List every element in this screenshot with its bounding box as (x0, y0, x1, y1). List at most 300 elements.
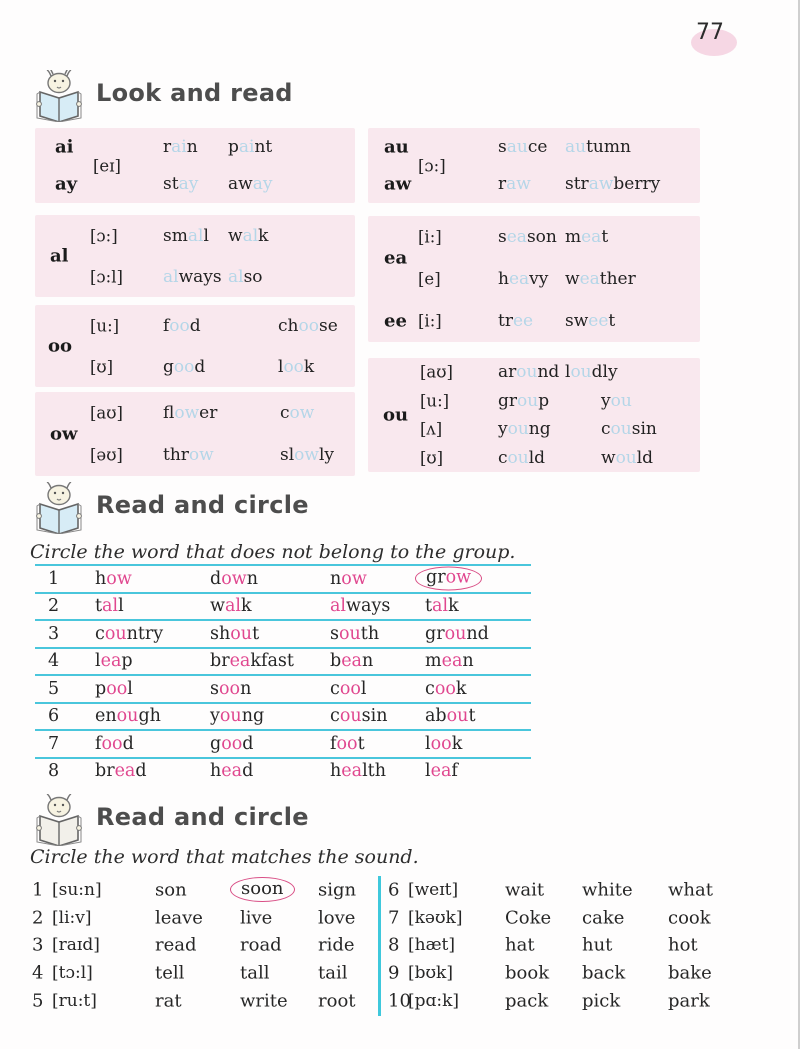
highlighted-letters: ou (104, 623, 127, 644)
word-letters: f (95, 733, 102, 754)
word-cell: sign (318, 879, 357, 901)
word-letters: h (210, 761, 222, 782)
phonics-word (163, 403, 217, 423)
phonics-word (163, 445, 214, 465)
phonics-panel-ow (35, 392, 355, 476)
row-number: 5 (48, 678, 60, 699)
page-number: 77 (696, 20, 724, 45)
word-cell (210, 706, 264, 726)
word-cell: hut (582, 934, 613, 956)
phonetic-label: [ʊ] (420, 448, 444, 468)
word-cell: book (505, 962, 550, 984)
highlighted-letters: ea (341, 761, 363, 782)
word-letters: g (210, 733, 222, 754)
word-letters: en (95, 706, 117, 727)
highlighted-letters: ea (441, 651, 463, 672)
word-letters: y (601, 390, 611, 411)
phonics-panel-ai_ay (35, 128, 355, 203)
separator-line (35, 647, 531, 649)
phonics-word (498, 269, 548, 289)
phonetic-label: [ɔ:] (90, 226, 118, 245)
phonics-word (498, 391, 549, 411)
phonics-word (498, 174, 531, 194)
word-letters: r (498, 174, 507, 195)
word-letters: p (95, 678, 107, 699)
separator-line (35, 674, 531, 676)
phonics-panel-ou (368, 358, 700, 472)
word-letters: ch (278, 315, 299, 336)
word-letters: l (127, 678, 133, 699)
row-number: 3 (48, 623, 60, 644)
word-letters: l (95, 651, 101, 672)
word-letters: gh (138, 706, 161, 727)
phonics-word (280, 445, 334, 465)
highlighted-letters: ea (508, 269, 530, 289)
word-letters: k (451, 733, 463, 754)
phonics-word (498, 137, 547, 157)
word-letters: gr (498, 390, 518, 411)
word-cell (240, 878, 295, 902)
word-cell (425, 624, 489, 644)
phoneme-letters: au (384, 136, 409, 158)
word-cell (425, 651, 474, 671)
word-letters: n (246, 568, 258, 589)
word-letters: l (118, 596, 124, 617)
phonics-word (498, 227, 557, 247)
odd-one-out-table (35, 564, 531, 786)
highlighted-letters: ea (100, 651, 122, 672)
section-title-read-and-circle-2: Read and circle (96, 803, 309, 831)
word-letters: c (425, 678, 435, 699)
highlighted-letters: ou (610, 419, 632, 440)
word-cell: what (668, 879, 713, 901)
word-letters: c (330, 706, 340, 727)
highlighted-letters: ay (178, 174, 199, 195)
word-cell (330, 596, 390, 616)
highlighted-letters: oo (221, 733, 243, 754)
word-letters: s (498, 227, 507, 247)
word-letters: d (242, 733, 254, 754)
phonics-word (565, 174, 660, 194)
word-letters: h (498, 269, 509, 289)
word-letters: ly (318, 445, 335, 465)
instruction-match-sound: Circle the word that matches the sound. (30, 846, 419, 868)
word-letters: p (228, 136, 239, 157)
word-letters: nt (254, 136, 273, 157)
highlighted-letters: ee (588, 311, 609, 331)
word-letters: p (121, 651, 133, 672)
phonetic-label: [i:] (418, 311, 442, 331)
row-number: 1 (32, 879, 44, 901)
phonetic-label: [hæt] (408, 935, 456, 956)
phonics-word (565, 269, 636, 289)
word-letters: dly (591, 362, 618, 383)
word-cell (210, 679, 251, 699)
phonetic-label: [ru:t] (52, 990, 97, 1011)
highlighted-letters: al (102, 596, 119, 617)
row-number: 4 (48, 651, 60, 672)
word-cell (330, 734, 365, 754)
circle-annotation (415, 566, 482, 590)
phonics-word (278, 316, 338, 336)
word-letters: t (357, 733, 365, 754)
phonics-word (163, 137, 198, 157)
word-cell: tell (155, 962, 185, 984)
highlighted-letters: al (228, 266, 244, 287)
row-number: 2 (48, 596, 60, 617)
phonetic-label: [raɪd] (52, 935, 100, 956)
phonetic-label: [kəʊk] (408, 907, 463, 928)
column-divider (378, 876, 381, 1016)
word-letters: sm (163, 225, 188, 246)
word-cell: root (318, 990, 356, 1012)
phonics-word (228, 137, 272, 157)
word-letters: f (163, 315, 170, 336)
word-letters: f (330, 733, 337, 754)
word-letters: fl (163, 403, 175, 423)
word-letters: y (498, 419, 508, 440)
word-letters: w (228, 225, 243, 246)
highlighted-letters: oo (339, 678, 361, 699)
phonetic-label: [pɑ:k] (408, 990, 460, 1011)
word-letters: b (330, 651, 342, 672)
highlighted-letters: au (506, 136, 528, 157)
word-letters: n (330, 568, 342, 589)
word-cell (330, 651, 373, 671)
word-cell (425, 734, 462, 754)
word-cell: pick (582, 990, 621, 1012)
word-letters: d (242, 761, 254, 782)
row-number: 3 (32, 934, 44, 956)
instruction-odd-one-out: Circle the word that does not belong to the group. (30, 541, 516, 563)
word-cell (95, 761, 147, 781)
phonetic-label: [bʊk] (408, 962, 453, 983)
highlighted-letters: ea (579, 269, 600, 289)
word-letters: ng (241, 706, 265, 727)
word-letters: tumn (586, 136, 631, 157)
word-letters: w (565, 269, 580, 289)
row-number: 7 (48, 733, 60, 754)
word-cell (330, 569, 367, 589)
phonetic-label: [u:] (420, 391, 450, 411)
phoneme-letters: oo (48, 335, 73, 357)
word-cell: park (668, 990, 710, 1012)
highlighted-letters: ea (341, 651, 362, 672)
phonetic-label: [ʊ] (90, 357, 114, 376)
word-letters: nd (537, 362, 560, 383)
phonics-word (498, 362, 559, 382)
word-cell (425, 706, 476, 726)
highlighted-letters: al (187, 225, 204, 246)
phonics-word (163, 267, 222, 287)
word-cell (330, 624, 379, 644)
highlighted-letters: ou (615, 447, 637, 468)
word-letters: y (210, 706, 220, 727)
separator-line (35, 619, 531, 621)
word-letters: ther (599, 269, 636, 289)
word-cell: tall (240, 962, 270, 984)
word-cell: rat (155, 990, 182, 1012)
row-number: 6 (388, 879, 400, 901)
word-letters: c (330, 678, 340, 699)
word-letters: n (186, 136, 198, 157)
word-letters: h (330, 761, 342, 782)
match-sound-left-column (30, 876, 375, 1016)
word-cell: hat (505, 934, 535, 956)
word-letters: k (448, 596, 459, 617)
phonetic-label: [eɪ] (93, 156, 121, 175)
word-cell: leave (155, 907, 203, 929)
highlighted-letters: ou (570, 362, 592, 383)
word-cell (95, 734, 134, 754)
word-letters: g (163, 356, 174, 377)
word-cell: road (240, 934, 282, 956)
word-letters: br (95, 761, 115, 782)
word-letters: sl (280, 445, 295, 465)
phonics-word (278, 357, 314, 377)
row-number: 2 (32, 907, 44, 929)
phoneme-letters: ay (55, 173, 78, 195)
highlighted-letters: ou (338, 623, 361, 644)
word-letters: f (451, 761, 458, 782)
highlighted-letters: ow (289, 403, 315, 423)
phoneme-letters: ow (50, 423, 78, 445)
word-letters: c (498, 447, 508, 468)
word-cell: hot (668, 934, 698, 956)
word-letters: ab (425, 706, 447, 727)
word-letters: l (425, 733, 431, 754)
word-letters: d (122, 733, 134, 754)
word-letters: h (95, 568, 107, 589)
word-letters: ce (527, 136, 548, 157)
phonics-word (601, 419, 657, 439)
phonics-word (163, 174, 198, 194)
word-letters: m (565, 227, 582, 247)
word-letters: ntry (126, 623, 164, 644)
word-cell (95, 624, 163, 644)
phonetic-label: [e] (418, 269, 441, 289)
word-letters: sh (210, 623, 231, 644)
separator-line (35, 592, 531, 594)
row-number: 6 (48, 706, 60, 727)
word-letters: l (425, 761, 431, 782)
phonetic-label: [ʌ] (420, 419, 443, 439)
word-letters: ld (636, 447, 654, 468)
highlighted-letters: ea (430, 761, 452, 782)
phonics-word (280, 403, 314, 423)
section-title-look-and-read: Look and read (96, 79, 293, 107)
highlighted-letters: ea (114, 761, 136, 782)
highlighted-letters: oo (173, 356, 195, 377)
word-letters: s (330, 623, 339, 644)
word-cell: tail (318, 962, 348, 984)
word-letters: ld (528, 447, 546, 468)
phoneme-letters: ee (384, 310, 407, 332)
word-letters: t (95, 596, 103, 617)
word-letters: d (135, 761, 147, 782)
word-letters: r (163, 136, 172, 157)
word-letters: l (203, 225, 209, 246)
highlighted-letters: oo (101, 733, 123, 754)
highlighted-letters: ow (294, 445, 319, 465)
word-cell (425, 761, 458, 781)
word-letters: p (538, 390, 550, 411)
word-letters: c (95, 623, 105, 644)
highlighted-letters: ou (116, 706, 139, 727)
word-letters: k (241, 596, 252, 617)
highlighted-letters: ea (229, 651, 251, 672)
highlighted-letters: oo (283, 356, 304, 377)
word-letters: st (163, 174, 179, 195)
phonics-word (498, 311, 533, 331)
row-number: 5 (32, 990, 44, 1012)
phonics-word (565, 227, 608, 247)
highlighted-letters: au (565, 136, 587, 157)
highlighted-letters: oo (430, 733, 452, 754)
match-sound-right-column (385, 876, 775, 1016)
word-letters: sin (631, 419, 657, 440)
row-number: 1 (48, 568, 60, 589)
phonics-word (228, 174, 272, 194)
highlighted-letters: ai (238, 136, 255, 157)
word-letters: m (425, 651, 442, 672)
word-letters: tr (498, 311, 513, 331)
word-letters: w (601, 447, 616, 468)
word-letters: so (243, 266, 263, 287)
word-letters: t (601, 227, 609, 247)
phonics-word (565, 311, 615, 331)
word-letters: n (362, 651, 374, 672)
highlighted-letters: al (242, 225, 259, 246)
row-number: 7 (388, 907, 400, 929)
word-cell (95, 569, 132, 589)
highlighted-letters: ou (507, 447, 529, 468)
highlighted-letters: ou (444, 623, 467, 644)
phonics-panel-ea_ee (368, 216, 700, 342)
row-number: 9 (388, 962, 400, 984)
word-letters: d (194, 356, 206, 377)
word-letters: l (565, 362, 571, 383)
word-letters: n (240, 678, 252, 699)
word-letters: gr (426, 567, 446, 588)
word-cell (95, 596, 124, 616)
word-cell: ride (318, 934, 355, 956)
phonics-word (163, 226, 209, 246)
highlighted-letters: oo (298, 315, 319, 336)
word-cell: love (318, 907, 356, 929)
circle-annotation: soon (230, 877, 295, 902)
word-cell (425, 679, 467, 699)
word-cell (210, 569, 258, 589)
word-letters: s (498, 136, 507, 157)
highlighted-letters: oo (434, 678, 456, 699)
word-letters: gr (425, 623, 445, 644)
highlighted-letters: ou (610, 390, 632, 411)
word-cell: write (240, 990, 288, 1012)
word-cell: wait (505, 879, 545, 901)
word-cell: pack (505, 990, 549, 1012)
phonics-word (498, 419, 551, 439)
highlighted-letters: oo (106, 678, 128, 699)
word-letters: er (199, 403, 218, 423)
phonetic-label: [i:] (418, 227, 442, 247)
highlighted-letters: ou (230, 623, 253, 644)
word-letters: s (210, 678, 219, 699)
word-letters: l (278, 356, 284, 377)
word-cell: cook (668, 907, 711, 929)
phonetic-label: [su:n] (52, 879, 102, 900)
word-letters: br (210, 651, 230, 672)
phonics-panel-au_aw (368, 128, 700, 203)
word-cell (330, 706, 387, 726)
phonics-word (565, 137, 631, 157)
word-cell: white (582, 879, 633, 901)
phonetic-label: [u:] (90, 316, 120, 335)
highlighted-letters: oo (169, 315, 190, 336)
word-cell (330, 679, 367, 699)
reading-animal-icon (30, 482, 88, 534)
phonics-panel-oo (35, 305, 355, 387)
separator-line (35, 729, 531, 731)
highlighted-letters: ea (581, 227, 602, 247)
word-letters: n (462, 651, 474, 672)
highlighted-letters: al (432, 596, 449, 617)
phonics-word (228, 226, 268, 246)
word-letters: vy (529, 269, 549, 289)
word-letters: berry (613, 174, 661, 195)
highlighted-letters: oo (336, 733, 358, 754)
word-letters: ar (498, 362, 517, 383)
phonics-word (163, 316, 201, 336)
row-number: 8 (388, 934, 400, 956)
word-letters: k (258, 225, 269, 246)
highlighted-letters: al (163, 266, 179, 287)
phonetic-label: [ɔ:] (418, 156, 446, 175)
word-letters: c (280, 403, 290, 423)
word-letters: lth (362, 761, 386, 782)
word-letters: se (318, 315, 338, 336)
word-cell (95, 706, 161, 726)
word-cell: cake (582, 907, 625, 929)
phoneme-letters: aw (384, 173, 412, 195)
phoneme-letters: al (50, 245, 69, 267)
word-letters: ways (346, 596, 391, 617)
word-letters: c (601, 419, 611, 440)
phonics-panel-al (35, 215, 355, 297)
word-letters: thr (163, 445, 189, 465)
word-letters: ng (528, 419, 551, 440)
phonetic-label: [weɪt] (408, 879, 459, 900)
word-cell (210, 761, 253, 781)
highlighted-letters: aw (588, 174, 614, 195)
word-cell (95, 679, 133, 699)
highlighted-letters: al (330, 596, 347, 617)
word-cell: back (582, 962, 626, 984)
word-cell (210, 596, 252, 616)
word-letters: l (360, 678, 367, 699)
phoneme-letters: ea (384, 247, 408, 269)
highlighted-letters: ou (219, 706, 242, 727)
highlighted-letters: ai (171, 136, 187, 157)
highlighted-letters: ow (174, 403, 200, 423)
row-number: 10 (388, 990, 411, 1012)
phonics-word (601, 448, 653, 468)
phonics-word (228, 267, 263, 287)
highlighted-letters: ow (221, 568, 247, 589)
phonetic-label: [ɔ:l] (90, 267, 123, 286)
highlighted-letters: aw (506, 174, 531, 195)
word-letters: k (303, 356, 315, 377)
